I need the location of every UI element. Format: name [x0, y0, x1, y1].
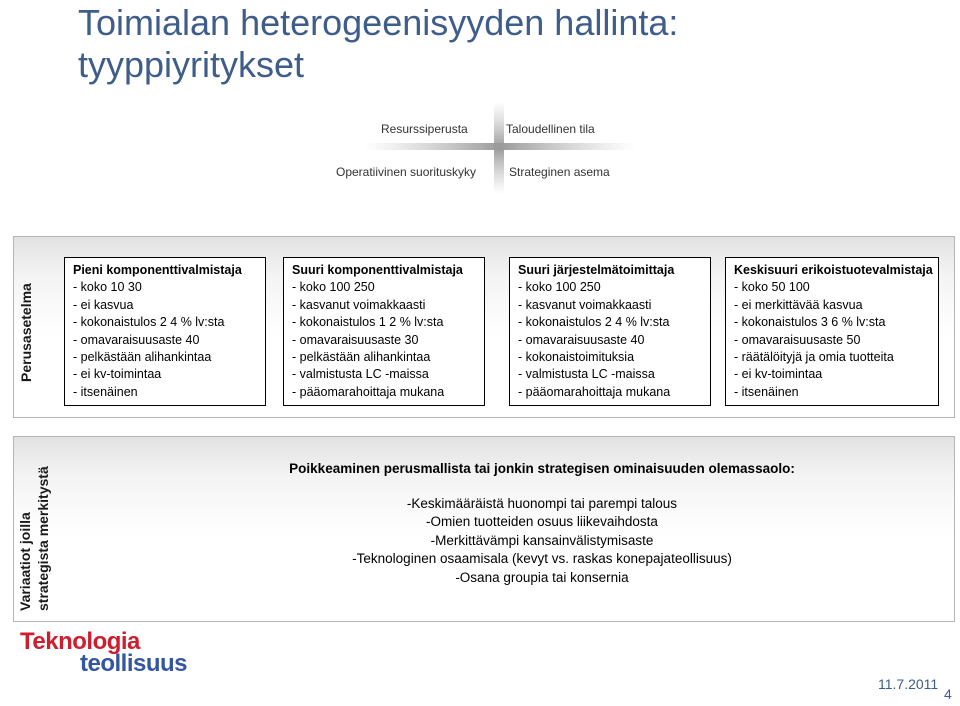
card-line: - kokonaistulos 2 4 % lv:sta: [73, 315, 225, 330]
card-line: - omavaraisuusaste 30: [292, 332, 419, 347]
card-line: - ei merkittävää kasvua: [734, 297, 863, 312]
card-line: - kokonaistulos 2 4 % lv:sta: [518, 315, 670, 330]
logo-line1: Teknologia: [20, 628, 140, 655]
base-setup-label: Perusasetelma: [18, 283, 34, 382]
variation-line: -Merkittävämpi kansainvälistymisaste: [430, 532, 654, 548]
quadrant-cross: [0, 0, 960, 240]
quadrant-top-left: Resurssiperusta: [381, 122, 468, 136]
card-line: - omavaraisuusaste 40: [73, 332, 200, 347]
page-number: 4: [944, 686, 952, 702]
card-line: - pääomarahoittaja mukana: [292, 384, 445, 399]
card-heading: Suuri komponenttivalmistaja: [292, 263, 463, 277]
card-line: - kasvanut voimakkaasti: [518, 297, 652, 312]
card-line: - kokonaistulos 3 6 % lv:sta: [734, 315, 886, 330]
card-line: - itsenäinen: [73, 384, 138, 399]
variation-line: -Osana groupia tai konsernia: [455, 569, 629, 585]
card-line: - pääomarahoittaja mukana: [518, 384, 671, 399]
card-line: - kasvanut voimakkaasti: [292, 297, 426, 312]
page-title-line1: Toimialan heterogeenisyyden hallinta:: [78, 2, 679, 43]
card-line: - räätälöityjä ja omia tuotteita: [734, 350, 894, 365]
teknologiateollisuus-logo: [20, 630, 187, 676]
card-line: - ei kv-toimintaa: [734, 367, 823, 382]
logo-line2: teollisuus: [80, 650, 188, 677]
slide-date: 11.7.2011: [878, 676, 939, 692]
card-small-component-maker: [64, 257, 266, 406]
card-large-component-maker: [283, 257, 485, 406]
card-line: - koko 100 250: [292, 280, 375, 295]
card-line: - koko 50 100: [734, 280, 810, 295]
card-line: - itsenäinen: [734, 384, 799, 399]
card-line: - ei kasvua: [73, 297, 134, 312]
card-heading: Pieni komponenttivalmistaja: [73, 263, 242, 277]
card-system-supplier: [509, 257, 711, 406]
quadrant-top-right: Taloudellinen tila: [506, 122, 595, 136]
card-line: - pelkästään alihankintaa: [292, 350, 431, 365]
card-line: - valmistusta LC -maissa: [292, 367, 429, 382]
card-line: - kokonaistoimituksia: [518, 350, 635, 365]
card-special-product-maker: [725, 257, 939, 406]
variations-label-line2: strategista merkitystä: [35, 466, 51, 611]
variation-line: -Keskimääräistä huonompi tai parempi talous: [406, 495, 678, 511]
card-line: - koko 10 30: [73, 280, 142, 295]
quadrant-bottom-left: Operatiivinen suorituskyky: [336, 165, 477, 179]
card-line: - ei kv-toimintaa: [73, 367, 162, 382]
card-line: - omavaraisuusaste 40: [518, 332, 645, 347]
variations-label-line1: Variaatiot joilla: [17, 512, 33, 611]
page-title-line2: tyyppiyritykset: [78, 44, 305, 85]
variations-text: [200, 460, 884, 587]
card-line: - omavaraisuusaste 50: [734, 332, 861, 347]
variations-label: [16, 466, 52, 611]
quadrant-bottom-right: Strateginen asema: [509, 165, 610, 179]
variations-heading: Poikkeaminen perusmallista tai jonkin strategisen ominaisuuden olemassaolo:: [289, 461, 795, 476]
variation-line: -Teknologinen osaamisala (kevyt vs. raskas konepajateollisuus): [352, 551, 732, 566]
card-line: - valmistusta LC -maissa: [518, 367, 655, 382]
quadrant-horizontal-divider: [364, 143, 636, 150]
variation-line: -Omien tuotteiden osuus liikevaihdosta: [426, 514, 658, 529]
card-line: - koko 100 250: [518, 280, 601, 295]
card-heading: Suuri järjestelmätoimittaja: [518, 263, 675, 277]
card-heading: Keskisuuri erikoistuotevalmistaja: [734, 263, 933, 277]
card-line: - pelkästään alihankintaa: [73, 350, 212, 365]
card-line: - kokonaistulos 1 2 % lv:sta: [292, 315, 444, 330]
